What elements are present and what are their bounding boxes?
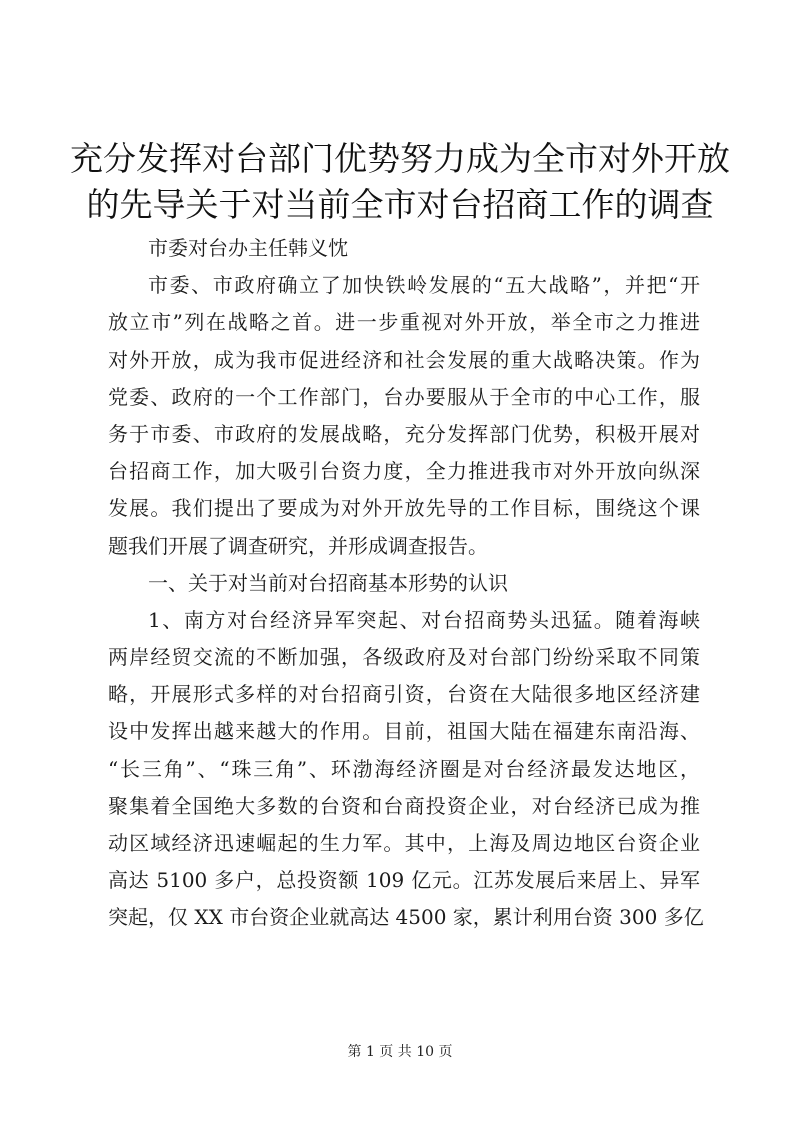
- paragraph-line: 市委、市政府确立了加快铁岭发展的“五大战略”，并把“开: [148, 273, 700, 298]
- paragraph-line: 高达 5100 多户，总投资额 109 亿元。江苏发展后来居上、异军: [108, 868, 700, 893]
- document-title: [60, 136, 740, 228]
- paragraph-line: 突起，仅 XX 市台资企业就高达 4500 家，累计利用台资 300 多亿: [108, 905, 704, 930]
- paragraph-line: 聚集着全国绝大多数的台资和台商投资企业，对台经济已成为推: [108, 793, 700, 818]
- paragraph-line: 务于市委、市政府的发展战略，充分发挥部门优势，积极开展对: [108, 421, 700, 446]
- document-body: [108, 230, 704, 937]
- title-line: 的先导关于对当前全市对台招商工作的调查: [86, 185, 714, 224]
- paragraph-line: 题我们开展了调查研究，并形成调查报告。: [108, 533, 488, 558]
- paragraph-line: 发展。我们提出了要成为对外开放先导的工作目标，围绕这个课: [108, 496, 700, 521]
- author-text: 市委对台办主任韩义忱: [148, 236, 348, 260]
- paragraph-line: 动区域经济迅速崛起的生力军。其中，上海及周边地区台资企业: [108, 831, 700, 855]
- title-line: 充分发挥对台部门优势努力成为全市对外开放: [70, 139, 730, 178]
- paragraph-intro: [108, 267, 700, 565]
- paragraph-point-1: [108, 602, 704, 937]
- paragraph-line: 设中发挥出越来越大的作用。目前，祖国大陆在福建东南沿海、: [108, 719, 700, 744]
- paragraph-line: 两岸经贸交流的不断加强，各级政府及对台部门纷纷采取不同策: [108, 645, 700, 670]
- paragraph-line: 党委、政府的一个工作部门，台办要服从于全市的中心工作，服: [108, 384, 700, 409]
- section-heading-text: 一、关于对当前对台招商基本形势的认识: [148, 570, 508, 595]
- section-heading: [108, 565, 700, 602]
- paragraph-line: “长三角”、“珠三角”、环渤海经济圈是对台经济最发达地区，: [108, 756, 700, 781]
- paragraph-line: 放立市”列在战略之首。进一步重视对外开放，举全市之力推进: [108, 310, 700, 335]
- page-number-footer: 第 1 页 共 10 页: [347, 1044, 453, 1060]
- paragraph-line: 对外开放，成为我市促进经济和社会发展的重大战略决策。作为: [108, 347, 700, 372]
- author-line: [108, 230, 700, 267]
- paragraph-line: 略，开展形式多样的对台招商引资，台资在大陆很多地区经济建: [108, 682, 700, 707]
- paragraph-line: 台招商工作，加大吸引台资力度，全力推进我市对外开放向纵深: [108, 459, 700, 484]
- paragraph-line: 1、南方对台经济异军突起、对台招商势头迅猛。随着海峡: [148, 607, 700, 632]
